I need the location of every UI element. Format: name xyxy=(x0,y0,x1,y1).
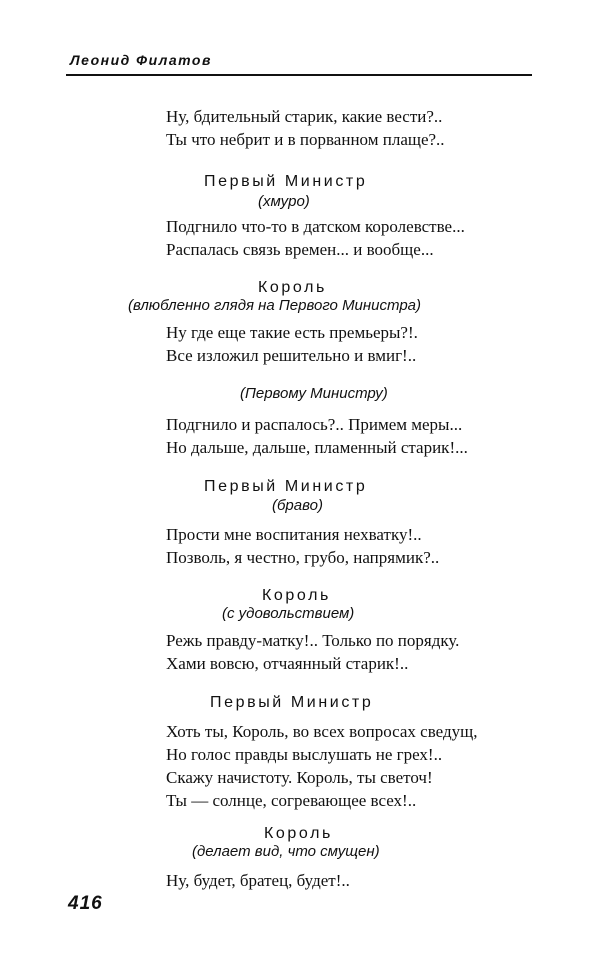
verse-line: Но дальше, дальше, пламенный старик!... xyxy=(166,438,468,457)
stage-direction: (делает вид, что смущен) xyxy=(192,843,380,860)
verse-line: Ну, будет, братец, будет!.. xyxy=(166,871,350,890)
header-divider xyxy=(66,74,532,76)
stage-direction: (влюбленно глядя на Первого Министра) xyxy=(128,297,422,314)
verse-line: Прости мне воспитания нехватку!.. xyxy=(166,525,422,544)
verse-line: Все изложил решительно и вмиг!.. xyxy=(166,346,417,365)
verse-line: Ну где еще такие есть премьеры?!. xyxy=(166,323,418,342)
page-number: 416 xyxy=(68,893,103,914)
stage-direction: (хмуро) xyxy=(258,193,310,210)
stage-direction: (браво) xyxy=(272,497,323,514)
running-header-author: Леонид Филатов xyxy=(70,52,212,68)
verse-line: Ты — солнце, согревающее всех!.. xyxy=(166,791,417,810)
speaker-name: Король xyxy=(258,279,327,296)
speaker-name: Первый Министр xyxy=(204,478,368,495)
speaker-name: Король xyxy=(262,587,331,604)
verse-line: Распалась связь времен... и вообще... xyxy=(166,240,434,259)
speaker-name: Первый Министр xyxy=(210,694,374,711)
speaker-name: Первый Министр xyxy=(204,173,368,190)
verse-line: Ну, бдительный старик, какие вести?.. xyxy=(166,107,443,126)
verse-line: Ты что небрит и в порванном плаще?.. xyxy=(166,130,445,149)
stage-direction: (Первому Министру) xyxy=(240,385,388,402)
verse-line: Но голос правды выслушать не грех!.. xyxy=(166,745,443,764)
verse-line: Позволь, я честно, грубо, напрямик?.. xyxy=(166,548,440,567)
verse-line: Подгнило что-то в датском королевстве... xyxy=(166,217,465,236)
speaker-name: Король xyxy=(264,825,333,842)
stage-direction: (с удовольствием) xyxy=(222,605,355,622)
verse-line: Хоть ты, Король, во всех вопросах сведущ, xyxy=(166,722,478,741)
verse-line: Хами вовсю, отчаянный старик!.. xyxy=(166,654,409,673)
verse-line: Подгнило и распалось?.. Примем меры... xyxy=(166,415,463,434)
verse-line: Режь правду-матку!.. Только по порядку. xyxy=(166,631,460,650)
verse-line: Скажу начистоту. Король, ты светоч! xyxy=(166,768,433,787)
